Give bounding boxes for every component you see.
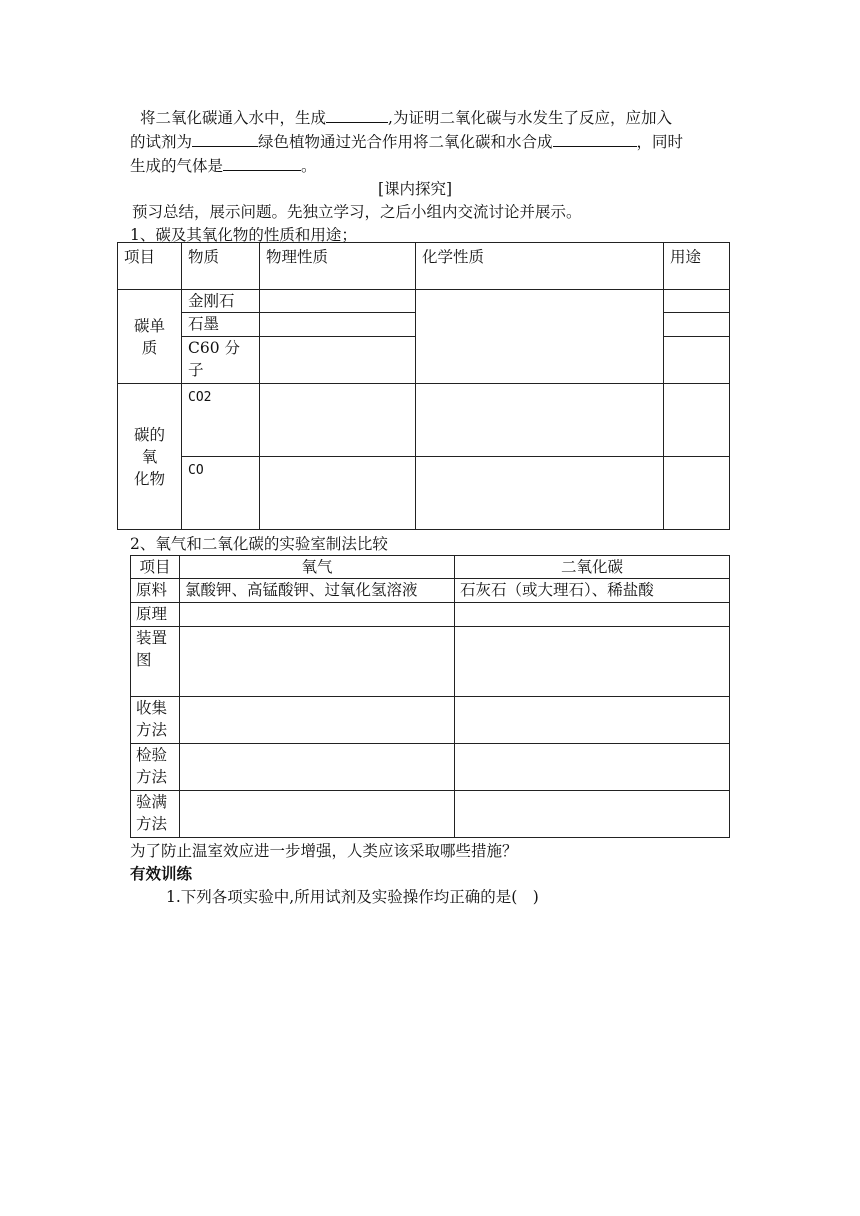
instruction: 预习总结，展示问题。先独立学习，之后小组内交流讨论并展示。 xyxy=(132,203,582,221)
header-oxygen: 氧气 xyxy=(180,556,455,579)
gas-preparation-table xyxy=(130,555,730,838)
carbon-properties-table xyxy=(117,242,730,530)
header-physical: 物理性质 xyxy=(260,243,416,290)
row-label-materials: 原料 xyxy=(131,579,180,603)
intro-text: 生成的气体是 xyxy=(130,157,224,175)
cell-chemical[interactable] xyxy=(416,384,664,457)
label-line: 方法 xyxy=(136,815,168,833)
cell-physical[interactable] xyxy=(260,290,416,313)
substance-c60 xyxy=(182,337,260,384)
greenhouse-question: 为了防止温室效应进一步增强，人类应该采取哪些措施？ xyxy=(130,842,518,860)
group-label-line: 化物 xyxy=(133,469,165,488)
oxygen-collection-cell[interactable] xyxy=(180,697,455,744)
cell-chemical[interactable] xyxy=(416,457,664,530)
cell-physical[interactable] xyxy=(260,337,416,384)
cell-chemical[interactable] xyxy=(416,290,664,384)
label-line: 图 xyxy=(136,651,152,669)
row-label-principle: 原理 xyxy=(131,603,180,627)
intro-text: ,为证明二氧化碳与水发生了反应，应加入 xyxy=(388,109,672,127)
exercise-1: 1.下列各项实验中,所用试剂及实验操作均正确的是( ) xyxy=(166,888,539,906)
co2-apparatus-cell[interactable] xyxy=(455,627,730,697)
cell-use[interactable] xyxy=(664,384,730,457)
cell-use[interactable] xyxy=(664,290,730,313)
label-line: 方法 xyxy=(136,721,168,739)
label-line: 方法 xyxy=(136,768,168,786)
intro-line-1 xyxy=(140,106,672,129)
co2-principle-cell[interactable] xyxy=(455,603,730,627)
intro-text: 将二氧化碳通入水中，生成 xyxy=(140,109,327,127)
cell-physical[interactable] xyxy=(260,313,416,337)
group-label-line: 氧 xyxy=(141,447,158,466)
row-label-testing xyxy=(131,744,180,791)
row-label-full-check xyxy=(131,791,180,838)
intro-text: 的试剂为 xyxy=(130,133,193,151)
substance-diamond: 金刚石 xyxy=(182,290,260,313)
header-substance: 物质 xyxy=(182,243,260,290)
row-label-collection xyxy=(131,697,180,744)
answer-blank[interactable] xyxy=(223,154,301,171)
cell-use[interactable] xyxy=(664,337,730,384)
answer-blank[interactable] xyxy=(192,130,258,147)
header-chemical: 化学性质 xyxy=(416,243,664,290)
header-use: 用途 xyxy=(664,243,730,290)
oxygen-principle-cell[interactable] xyxy=(180,603,455,627)
answer-blank[interactable] xyxy=(326,106,388,123)
cell-use[interactable] xyxy=(664,457,730,530)
label-line: 检验 xyxy=(136,746,168,764)
question-1-title: 1、碳及其氧化物的性质和用途； xyxy=(130,226,357,244)
intro-text: 。 xyxy=(301,157,317,175)
header-item: 项目 xyxy=(118,243,182,290)
intro-text: ，同时 xyxy=(636,133,684,151)
section-title: [课内探究] xyxy=(377,180,453,198)
co2-testing-cell[interactable] xyxy=(455,744,730,791)
label-line: 验满 xyxy=(136,793,168,811)
oxygen-testing-cell[interactable] xyxy=(180,744,455,791)
co2-collection-cell[interactable] xyxy=(455,697,730,744)
group-label-line: 碳单 xyxy=(133,316,165,335)
header-item: 项目 xyxy=(131,556,180,579)
label-line: 收集 xyxy=(136,699,168,717)
label-line: 装置 xyxy=(136,629,168,647)
substance-co2: CO2 xyxy=(182,384,260,457)
answer-blank[interactable] xyxy=(553,130,637,147)
c60-line: 子 xyxy=(188,361,204,379)
substance-graphite: 石墨 xyxy=(182,313,260,337)
cell-use[interactable] xyxy=(664,313,730,337)
header-carbon-dioxide: 二氧化碳 xyxy=(455,556,730,579)
row-label-apparatus xyxy=(131,627,180,697)
group-carbon-element xyxy=(118,290,182,384)
intro-line-3 xyxy=(130,154,317,177)
co2-full-check-cell[interactable] xyxy=(455,791,730,838)
c60-line: C60 分 xyxy=(188,339,241,357)
intro-line-2 xyxy=(130,130,683,153)
intro-text: 绿色植物通过光合作用将二氧化碳和水合成 xyxy=(258,133,553,151)
co2-materials: 石灰石（或大理石）、稀盐酸 xyxy=(455,579,730,603)
group-carbon-oxides xyxy=(118,384,182,530)
oxygen-full-check-cell[interactable] xyxy=(180,791,455,838)
oxygen-materials: 氯酸钾、高锰酸钾、过氧化氢溶液 xyxy=(180,579,455,603)
substance-co: CO xyxy=(182,457,260,530)
group-label-line: 质 xyxy=(141,338,158,357)
cell-physical[interactable] xyxy=(260,457,416,530)
training-title: 有效训练 xyxy=(130,865,193,883)
oxygen-apparatus-cell[interactable] xyxy=(180,627,455,697)
question-2-title: 2、氧气和二氧化碳的实验室制法比较 xyxy=(130,535,388,553)
group-label-line: 碳的 xyxy=(133,425,165,444)
cell-physical[interactable] xyxy=(260,384,416,457)
